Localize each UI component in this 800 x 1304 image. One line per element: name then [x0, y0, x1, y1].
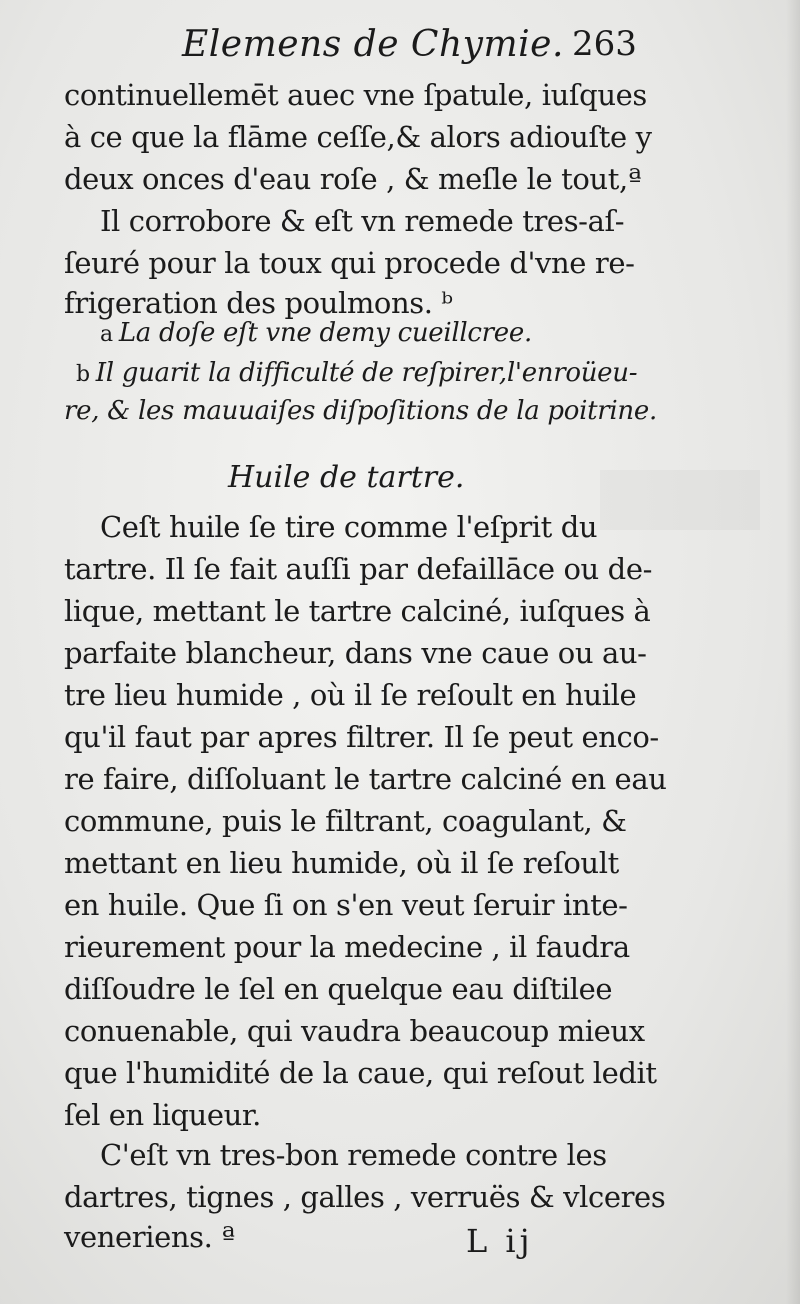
note-text: La doſe eſt vne demy cueillcree. [118, 318, 532, 348]
text-line: tartre. Il ſe fait auſſi par defaillāce ou de- [64, 552, 652, 586]
text-line: C'eſt vn tres-bon remede contre les [100, 1138, 607, 1172]
text-line: ſel en liqueur. [64, 1098, 261, 1132]
bleed-through-shade [600, 470, 760, 530]
text-line: qu'il faut par apres filtrer. Il ſe peut enco- [64, 720, 659, 754]
margin-note [100, 314, 532, 354]
page-number: 263 [572, 24, 637, 64]
text-line: veneriens. ª [64, 1220, 235, 1254]
text-line: parfaite blancheur, dans vne caue ou au- [64, 636, 647, 670]
text-line: conuenable, qui vaudra beaucoup mieux [64, 1014, 645, 1048]
text-line: ſeuré pour la toux qui procede d'vne re- [64, 246, 635, 280]
note-text: re, & les mauuaiſes diſpoſitions de la poitrine. [64, 396, 657, 426]
text-line: Il corrobore & eſt vn remede tres-aſ- [100, 204, 625, 238]
text-line: en huile. Que ſi on s'en veut ſeruir inte- [64, 888, 628, 922]
page-edge-shadow [786, 0, 800, 1304]
text-line: diſſoudre le ſel en quelque eau diſtilee [64, 972, 613, 1006]
text-line: que l'humidité de la caue, qui reſout ledit [64, 1056, 657, 1090]
text-line: dartres, tignes , galles , verruës & vlceres [64, 1180, 666, 1214]
signature-mark: L ij [466, 1222, 534, 1260]
text-line: mettant en lieu humide, où il ſe reſoult [64, 846, 619, 880]
text-line: lique, mettant le tartre calciné, iuſques à [64, 594, 651, 628]
text-line: Ceſt huile ſe tire comme l'eſprit du [100, 510, 598, 544]
text-line: commune, puis le filtrant, coagulant, & [64, 804, 627, 838]
margin-note [76, 354, 637, 394]
note-marker: b [76, 362, 90, 387]
text-line: tre lieu humide , où il ſe reſoult en huile [64, 678, 637, 712]
section-heading: Huile de tartre. [228, 460, 465, 495]
text-line: deux onces d'eau roſe , & meſle le tout,ª [64, 162, 642, 196]
text-line: frigeration des poulmons. ᵇ [64, 286, 453, 320]
note-marker: a [100, 322, 113, 347]
text-line: à ce que la flāme ceſſe,& alors adiouſte y [64, 120, 652, 154]
text-line: rieurement pour la medecine , il faudra [64, 930, 630, 964]
text-line: re faire, diſſoluant le tartre calciné en eau [64, 762, 667, 796]
margin-note [64, 392, 657, 430]
text-line: continuellemēt auec vne ſpatule, iuſques [64, 78, 647, 112]
running-title: Elemens de Chymie. [182, 24, 564, 65]
page-header [0, 20, 800, 76]
note-text: Il guarit la difficulté de reſpirer,l'enroüeu- [95, 358, 638, 388]
